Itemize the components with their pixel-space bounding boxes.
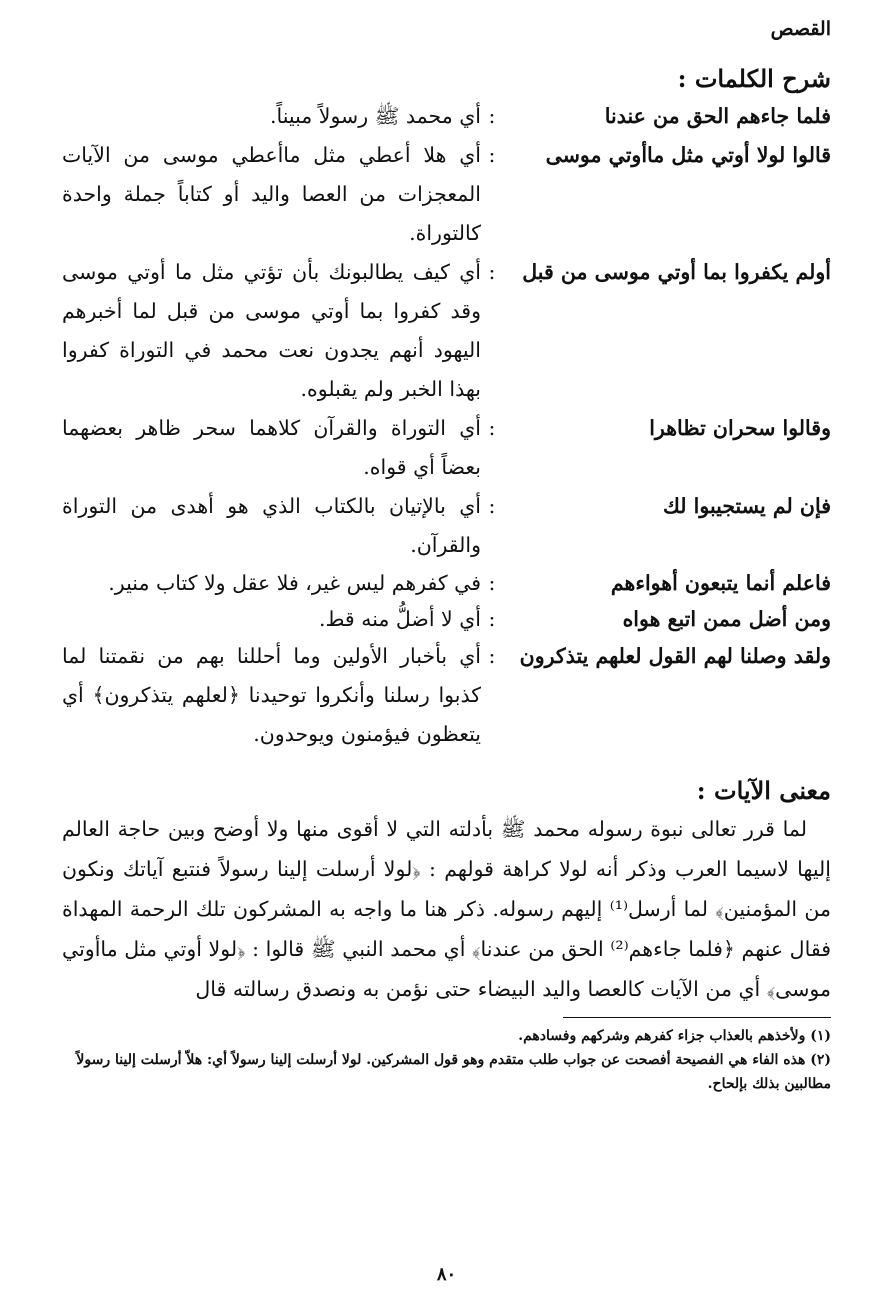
footnote: (٢) هذه الفاء هي الفصيحة أفصحت عن جواب طلب متقدم وهو قول المشركين. لولا أرسلت إلينا رسولاً أي: هلاّ أرسلت إلينا رسولاً مطالبين بذلك بإلحاح. — [76, 1052, 831, 1092]
colon-separator: : — [488, 260, 496, 284]
meaning-paragraph: لما قرر تعالى نبوة رسوله محمد ﷺ بأدلته التي لا أقوى منها ولا أوضح وبين حاجة العالم إليها لاسيما العرب وذكر أنه لولا كراهة قولهم : ﴿لولا أرسلت إلينا رسولاً فنتبع آياتك ونكون من المؤمنين﴾ لما أرسل⁽¹⁾ إليهم رسوله. ذكر هنا ما واجه به المشركون تلك الرحمة المهداة فقال عنهم ﴿فلما جاءهم⁽²⁾ الحق من عندنا﴾ أي محمد النبي ﷺ قالوا : ﴿لولا أوتي مثل ماأوتي موسى﴾ أي من الآيات كالعصا واليد البيضاء حتى نؤمن به ونصدق رسالته قال — [62, 817, 831, 1001]
glossary-meaning: أي بالإتيان بالكتاب الذي هو أهدى من التوراة والقرآن. — [62, 494, 481, 557]
glossary-term: ومن أضل ممن اتبع هواه — [622, 607, 831, 631]
glossary-entry — [62, 409, 831, 487]
glossary-meaning: أي لا أضلُّ منه قط. — [318, 607, 481, 631]
glossary-entry — [62, 565, 831, 601]
footnote-divider — [563, 1017, 831, 1018]
glossary-entry — [62, 253, 831, 409]
glossary-entry — [62, 637, 831, 754]
glossary-term: ولقد وصلنا لهم القول لعلهم يتذكرون — [519, 644, 831, 668]
glossary-meaning: أي بأخبار الأولين وما أحللنا بهم من نقمتنا لما كذبوا رسلنا وأنكروا توحيدنا ﴿لعلهم يتذكرون﴾ أي يتعظون فيؤمنون ويوحدون. — [62, 644, 481, 746]
footnotes — [62, 1024, 831, 1096]
glossary-title: شرح الكلمات : — [677, 64, 831, 93]
glossary-entry — [62, 601, 831, 637]
colon-separator: : — [488, 104, 496, 128]
glossary-term: قالوا لولا أوتي مثل ماأوتي موسى — [545, 143, 831, 167]
glossary-meaning: أي هلا أعطي مثل ماأعطي موسى من الآيات المعجزات من العصا واليد أو كتاباً جملة واحدة كالتوراة. — [62, 143, 481, 245]
glossary-term: أولم يكفروا بما أوتي موسى من قبل — [522, 260, 831, 284]
colon-separator: : — [488, 607, 496, 631]
running-header-surah-name: القصص — [770, 18, 831, 40]
colon-separator: : — [488, 494, 496, 518]
colon-separator: : — [488, 644, 496, 668]
glossary-meaning: أي التوراة والقرآن كلاهما سحر ظاهر بعضهما بعضاً أي قواه. — [62, 416, 481, 479]
glossary-entry — [62, 487, 831, 565]
glossary-meaning: في كفرهم ليس غير، فلا عقل ولا كتاب منير. — [108, 571, 481, 595]
glossary-entry — [62, 136, 831, 253]
footnote: (١) ولأخذهم بالعذاب جزاء كفرهم وشركهم وفسادهم. — [518, 1028, 831, 1044]
glossary-entry — [62, 97, 831, 136]
colon-separator: : — [488, 571, 496, 595]
glossary-term: فلما جاءهم الحق من عندنا — [604, 104, 831, 128]
page-number: ٨٠ — [436, 1264, 457, 1285]
glossary-meaning: أي كيف يطالبونك بأن تؤتي مثل ما أوتي موسى وقد كفروا بما أوتي موسى من قبل لما أخبرهم اليهود أنهم يجدون نعت محمد في التوراة كفروا بهذا الخبر ولم يقبلوه. — [62, 260, 481, 401]
glossary-term: وقالوا سحران تظاهرا — [649, 416, 831, 440]
colon-separator: : — [488, 416, 496, 440]
glossary-term: فإن لم يستجيبوا لك — [663, 494, 831, 518]
glossary-table — [62, 97, 831, 754]
colon-separator: : — [488, 143, 496, 167]
glossary-term: فاعلم أنما يتبعون أهواءهم — [610, 571, 831, 595]
meaning-title: معنى الآيات : — [696, 776, 831, 805]
glossary-meaning: أي محمد ﷺ رسولاً مبيناً. — [269, 104, 481, 128]
